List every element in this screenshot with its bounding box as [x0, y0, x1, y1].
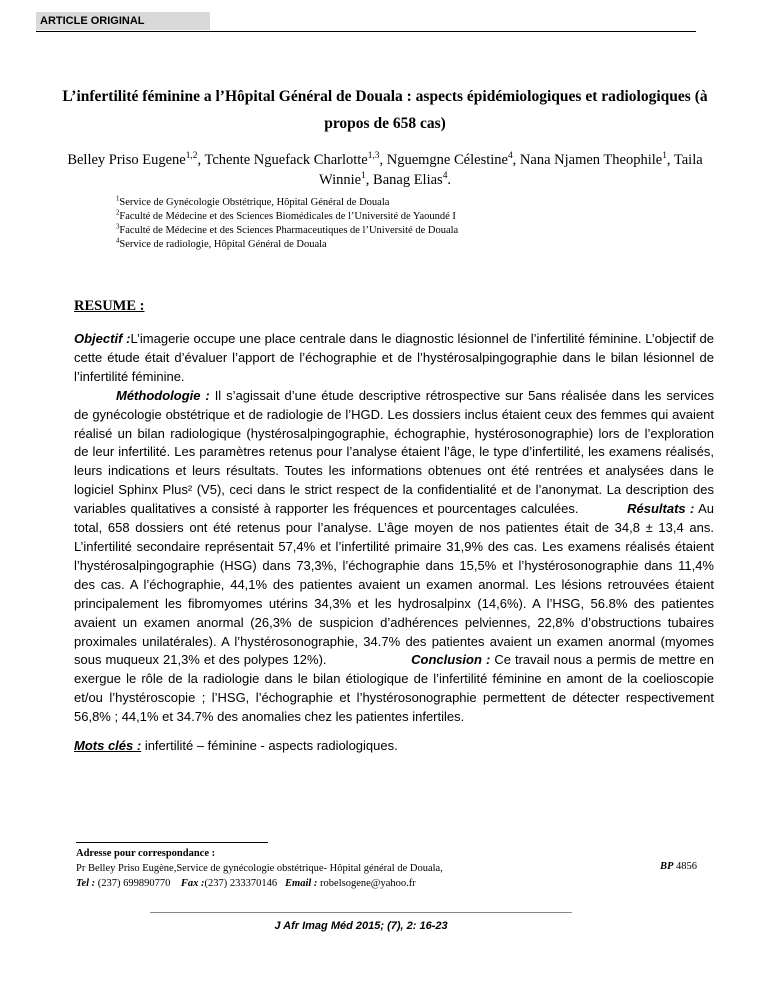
keywords-text: infertilité – féminine - aspects radiologiques. [144, 738, 398, 753]
correspondence-address: Pr Belley Priso Eugène,Service de gynécologie obstétrique- Hôpital général de Douala, [76, 863, 443, 874]
keywords-label: Mots clés : [74, 738, 142, 753]
affiliation: $^2$Faculté de Médecine et des Sciences Biomédicales de l’Université de Yaoundé I [116, 209, 456, 222]
author: Tchente Nguefack Charlotte$^{1,3}$, [204, 151, 387, 168]
email-link[interactable]: robelsogene@yahoo.fr [320, 878, 416, 889]
page-header [36, 12, 696, 32]
correspondence-contact: Tel : (237) 699890770 Fax :(237) 233370146 Email : robelsogene@yahoo.fr [76, 878, 416, 889]
methodologie-label: Méthodologie : [116, 387, 210, 403]
abstract-methods: Méthodologie : Il s’agissait d’une étude descriptive rétrospective sur 5ans réalisée dans les services de gynécologie obstétrique et de radiologie de l’HGD. Les dossiers inclus étaient ceux des femmes qui avaient réalisé un bilan radiologique (hystérosalpingographie, échographie, hystérosonographie) lors de l’exploration de leur infertilité. Les paramètres retenus pour l’analyse étaient l’âge, le type d’infertilité, les examens réalisés, leurs indications et leurs résultats. Toutes les informations obtenues ont été rentrées et analysées dans le logiciel Sphinx Plus² (V5), ceci dans le strict respect de la confidentialité et de l’anonymat. La description des variables qualitatives a consisté à rapporter les fréquences et pourcentages calculées. Résultats : Au total, 658 dossiers ont été retenus pour l’analyse. L’âge moyen de nos patientes était de 34,8 ± 13,4 ans. L’infertilité secondaire représentait 57,4% et l’infertilité primaire 31,9% des cas. Les examens réalisés étaient l’hystérosalpingographie (HSG) dans 73,3%, l’échographie dans 15,5% et l’hystérosonographie dans 11,4% des cas. A l’échographie, 44,1% des patientes avaient un examen anormal. Les lésions retrouvées étaient principalement les fibromyomes utérins 34,3% et les hydrosalpinx (14,6%). A l’HSG, 56.8% des patientes avaient un examen anormal (26,3% de suspicion d’adhérences pelviennes, 22,8% d’obstructions tubaires proximales unilatérales). A l’hystérosonographie, 34.7% des patientes avaient un examen anormal (myomes sous muqueux 21,3% et des polypes 12%). Conclusion : Ce travail nous a permis de mettre en exergue le rôle de la radiologie dans le bilan étiologique de l’infertilité féminine en amont de la coelioscopie et/ou l’hystéroscopie ; l’HSG, l’échographie et l’hystérosonographie permettent de détecter respectivement 56,8% ; 44,1% et 34.7% des anomalies chez les patientes infertiles. [74, 387, 714, 725]
abstract-body [74, 330, 714, 727]
affiliation: $^1$Service de Gynécologie Obstétrique, Hôpital Général de Douala [116, 195, 390, 208]
section-label: ARTICLE ORIGINAL [36, 12, 210, 30]
affiliation: $^4$Service de radiologie, Hôpital Général de Douala [116, 237, 327, 250]
author-list [60, 150, 710, 190]
keywords [74, 738, 714, 753]
resultats-label: Résultats : [627, 501, 695, 517]
abstract-objectif: Objectif :L’imagerie occupe une place centrale dans le diagnostic lésionnel de l’infertilité féminine. L’objectif de cette étude était d’évaluer l’apport de l’échographie et de l’hystérosalpingographie dans le bilan lésionnel de l’infertilité féminine. [74, 331, 715, 384]
correspondence [76, 846, 716, 891]
header-rule [36, 31, 696, 32]
article-title: L’infertilité féminine a l’Hôpital Général de Douala : aspects épidémiologiques et radiologiques (à propos de 658 cas) [62, 88, 708, 132]
correspondence-heading: Adresse pour correspondance : [76, 848, 216, 859]
abstract-heading: RESUME : [74, 298, 145, 314]
footer-citation: J Afr Imag Méd 2015; (7), 2: 16-23 [274, 920, 448, 932]
author: Banag Elias$^4$. [373, 171, 452, 188]
author: Nana Njamen Theophile$^1$, [519, 151, 674, 168]
affiliation-list [116, 196, 676, 252]
author: Nguemgne Célestine$^4$, [386, 151, 520, 168]
affiliation: $^3$Faculté de Médecine et des Sciences Pharmaceutiques de l’Université de Douala [116, 223, 459, 236]
author: Belley Priso Eugene$^{1,2}$, [67, 151, 205, 168]
correspondence-rule [76, 842, 268, 843]
footer-rule [150, 912, 572, 913]
author: Taila Winnie$^1$, [318, 152, 703, 188]
objectif-label: Objectif : [74, 331, 131, 346]
conclusion-label: Conclusion : [411, 652, 491, 668]
postal-box: BP 4856 [660, 861, 698, 872]
